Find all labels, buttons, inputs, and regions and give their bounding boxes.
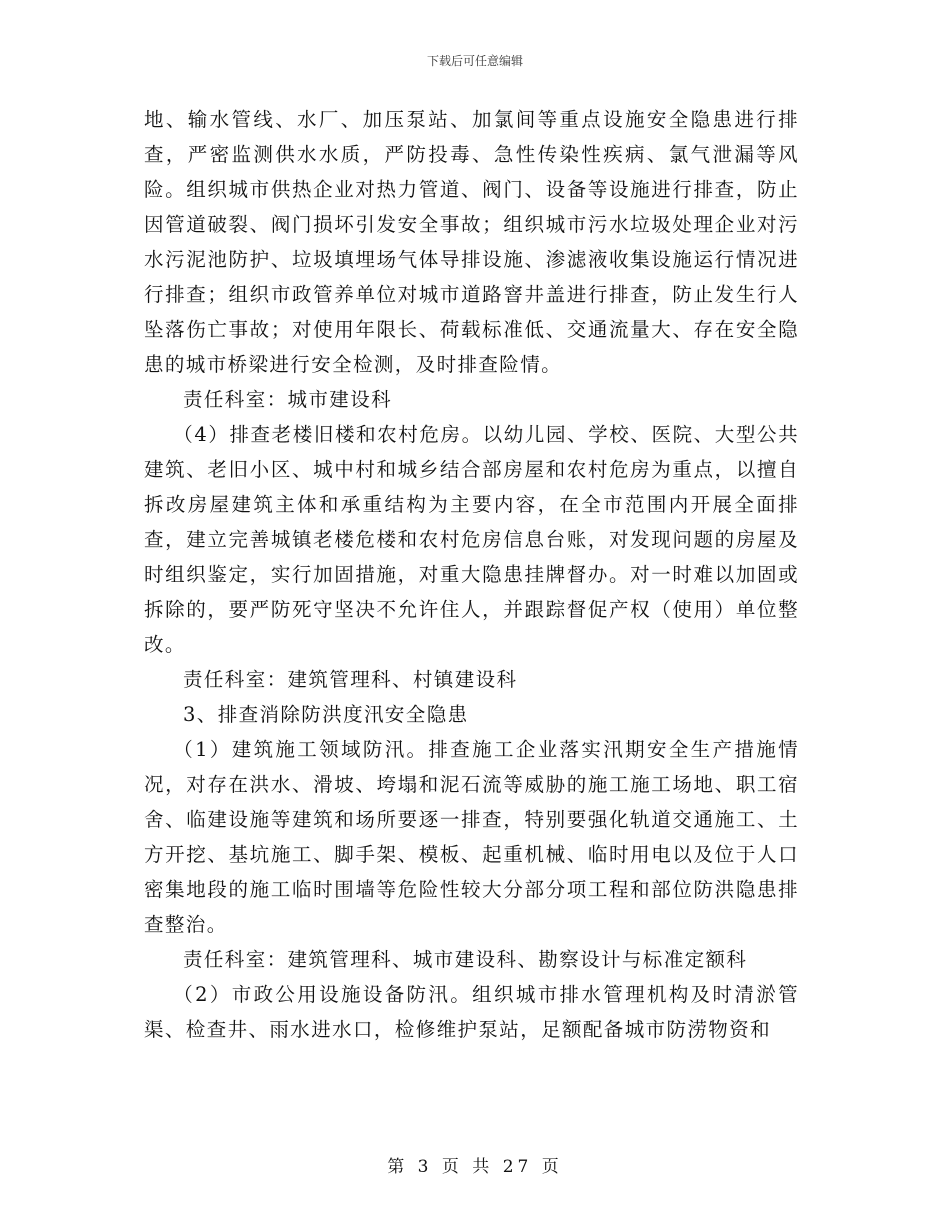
- document-body: [144, 102, 799, 1047]
- paragraph: （1）建筑施工领域防汛。排查施工企业落实汛期安全生产措施情况，对存在洪水、滑坡、垮塌和泥石流等威胁的施工施工场地、职工宿舍、临建设施等建筑和场所要逐一排查，特别要强化轨道交通施工、土方开挖、基坑施工、脚手架、模板、起重机械、临时用电以及位于人口密集地段的施工临时围墙等危险性较大分部分项工程和部位防洪隐患排查整治。: [144, 738, 799, 936]
- page-header: 下载后可任意编辑: [426, 54, 523, 68]
- paragraph: 地、输水管线、水厂、加压泵站、加氯间等重点设施安全隐患进行排查，严密监测供水水质，严防投毒、急性传染性疾病、氯气泄漏等风险。组织城市供热企业对热力管道、阀门、设备等设施进行排查，防止因管道破裂、阀门损坏引发安全事故；组织城市污水垃圾处理企业对污水污泥池防护、垃圾填埋场气体导排设施、渗滤液收集设施运行情况进行排查；组织市政管养单位对城市道路窨井盖进行排查，防止发生行人坠落伤亡事故；对使用年限长、荷载标准低、交通流量大、存在安全隐患的城市桥梁进行安全检测，及时排查险情。: [144, 108, 799, 376]
- paragraph: （4）排查老楼旧楼和农村危房。以幼儿园、学校、医院、大型公共建筑、老旧小区、城中村和城乡结合部房屋和农村危房为重点，以擅自拆改房屋建筑主体和承重结构为主要内容，在全市范围内开展全面排查，建立完善城镇老楼危楼和农村危房信息台账，对发现问题的房屋及时组织鉴定，实行加固措施，对重大隐患挂牌督办。对一时难以加固或拆除的，要严防死守坚决不允许住人，并跟踪督促产权（使用）单位整改。: [144, 423, 799, 656]
- page-number: 第 3 页 共 27 页: [387, 1157, 563, 1177]
- responsible-office: 责任科室：建筑管理科、城市建设科、勘察设计与标准定额科: [183, 948, 748, 971]
- section-heading: 3、排查消除防洪度汛安全隐患: [183, 703, 469, 726]
- paragraph: （2）市政公用设施设备防汛。组织城市排水管理机构及时清淤管渠、检查井、雨水进水口，检修维护泵站，足额配备城市防涝物资和: [144, 983, 799, 1041]
- responsible-office: 责任科室：建筑管理科、村镇建设科: [183, 668, 518, 691]
- responsible-office: 责任科室：城市建设科: [183, 388, 393, 411]
